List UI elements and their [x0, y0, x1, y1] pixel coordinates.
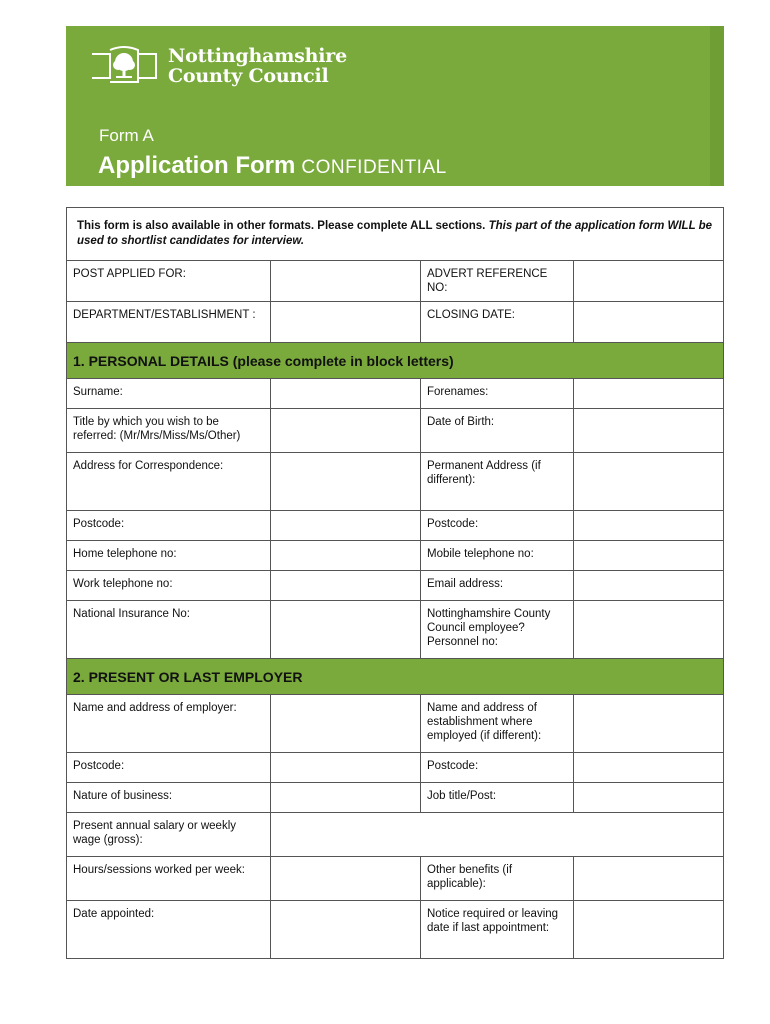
field-input-salary[interactable] — [271, 813, 724, 857]
field-input-department[interactable] — [271, 302, 421, 343]
field-input-job-title[interactable] — [574, 783, 724, 813]
field-label: Postcode: — [421, 511, 574, 541]
field-label: ADVERT REFERENCE NO: — [421, 261, 574, 302]
title-main: Application Form — [98, 152, 296, 179]
form-row — [67, 571, 724, 601]
field-input-correspondence-address[interactable] — [271, 453, 421, 511]
application-form-table — [66, 207, 724, 959]
field-input-title[interactable] — [271, 409, 421, 453]
field-label: Notice required or leaving date if last appointment: — [421, 901, 574, 959]
field-input-employer-address[interactable] — [271, 695, 421, 753]
field-input-advert-reference[interactable] — [574, 261, 724, 302]
council-name-line1: Nottinghamshire — [168, 45, 347, 67]
field-label: Date of Birth: — [421, 409, 574, 453]
form-row — [67, 783, 724, 813]
field-label: Forenames: — [421, 379, 574, 409]
field-input-post-applied[interactable] — [271, 261, 421, 302]
field-label: DEPARTMENT/ESTABLISHMENT : — [67, 302, 271, 343]
tree-emblem-icon — [90, 46, 158, 86]
field-label: Nottinghamshire County Council employee? Personnel no: — [421, 601, 574, 659]
council-logo — [90, 46, 347, 86]
form-row — [67, 541, 724, 571]
form-row — [67, 901, 724, 959]
form-row — [67, 857, 724, 901]
form-notice — [67, 208, 724, 261]
form-row — [67, 601, 724, 659]
field-input-date-of-birth[interactable] — [574, 409, 724, 453]
field-input-permanent-address[interactable] — [574, 453, 724, 511]
field-label: Other benefits (if applicable): — [421, 857, 574, 901]
council-name — [168, 46, 347, 86]
form-row — [67, 753, 724, 783]
field-input-surname[interactable] — [271, 379, 421, 409]
field-input-national-insurance[interactable] — [271, 601, 421, 659]
field-label: Email address: — [421, 571, 574, 601]
form-row — [67, 409, 724, 453]
field-input-establishment-postcode[interactable] — [574, 753, 724, 783]
notice-italic: This part of the application form WILL be used to shortlist candidates for interview. — [77, 220, 712, 247]
field-input-postcode[interactable] — [271, 511, 421, 541]
section-header — [67, 659, 724, 695]
field-label: Hours/sessions worked per week: — [67, 857, 271, 901]
field-label: Mobile telephone no: — [421, 541, 574, 571]
field-input-work-telephone[interactable] — [271, 571, 421, 601]
field-input-email[interactable] — [574, 571, 724, 601]
field-label: Date appointed: — [67, 901, 271, 959]
field-label: Work telephone no: — [67, 571, 271, 601]
field-input-employer-postcode[interactable] — [271, 753, 421, 783]
field-label: Address for Correspondence: — [67, 453, 271, 511]
field-input-home-telephone[interactable] — [271, 541, 421, 571]
field-label: CLOSING DATE: — [421, 302, 574, 343]
title-confidential: CONFIDENTIAL — [301, 157, 447, 178]
field-label: Name and address of establishment where employed (if different): — [421, 695, 574, 753]
council-name-line2: County Council — [168, 65, 329, 87]
field-input-establishment-address[interactable] — [574, 695, 724, 753]
field-label: Postcode: — [67, 753, 271, 783]
field-input-forenames[interactable] — [574, 379, 724, 409]
notice-plain: This form is also available in other formats. Please complete ALL sections. — [77, 220, 486, 232]
field-input-closing-date[interactable] — [574, 302, 724, 343]
field-input-hours-worked[interactable] — [271, 857, 421, 901]
form-row — [67, 261, 724, 302]
field-input-nature-of-business[interactable] — [271, 783, 421, 813]
field-label: Name and address of employer: — [67, 695, 271, 753]
form-row — [67, 511, 724, 541]
field-label: Job title/Post: — [421, 783, 574, 813]
field-label: POST APPLIED FOR: — [67, 261, 271, 302]
field-label: Postcode: — [421, 753, 574, 783]
section-title-present-employer: 2. PRESENT OR LAST EMPLOYER — [67, 659, 724, 695]
page-title — [98, 152, 447, 180]
banner-edge — [710, 26, 724, 186]
field-input-notice-required[interactable] — [574, 901, 724, 959]
field-input-mobile-telephone[interactable] — [574, 541, 724, 571]
form-row — [67, 813, 724, 857]
form-row — [67, 379, 724, 409]
field-label: Nature of business: — [67, 783, 271, 813]
form-row — [67, 695, 724, 753]
field-label: Present annual salary or weekly wage (gross): — [67, 813, 271, 857]
field-label: Permanent Address (if different): — [421, 453, 574, 511]
field-input-other-benefits[interactable] — [574, 857, 724, 901]
field-label: Title by which you wish to be referred: (Mr/Mrs/Miss/Ms/Other) — [67, 409, 271, 453]
section-header — [67, 343, 724, 379]
field-label: National Insurance No: — [67, 601, 271, 659]
form-row — [67, 453, 724, 511]
field-label: Postcode: — [67, 511, 271, 541]
field-label: Home telephone no: — [67, 541, 271, 571]
header-banner — [66, 26, 724, 186]
section-title-personal-details: 1. PERSONAL DETAILS (please complete in block letters) — [67, 343, 724, 379]
field-label: Surname: — [67, 379, 271, 409]
form-label: Form A — [99, 126, 154, 145]
field-input-permanent-postcode[interactable] — [574, 511, 724, 541]
field-input-personnel-no[interactable] — [574, 601, 724, 659]
field-input-date-appointed[interactable] — [271, 901, 421, 959]
form-row — [67, 302, 724, 343]
